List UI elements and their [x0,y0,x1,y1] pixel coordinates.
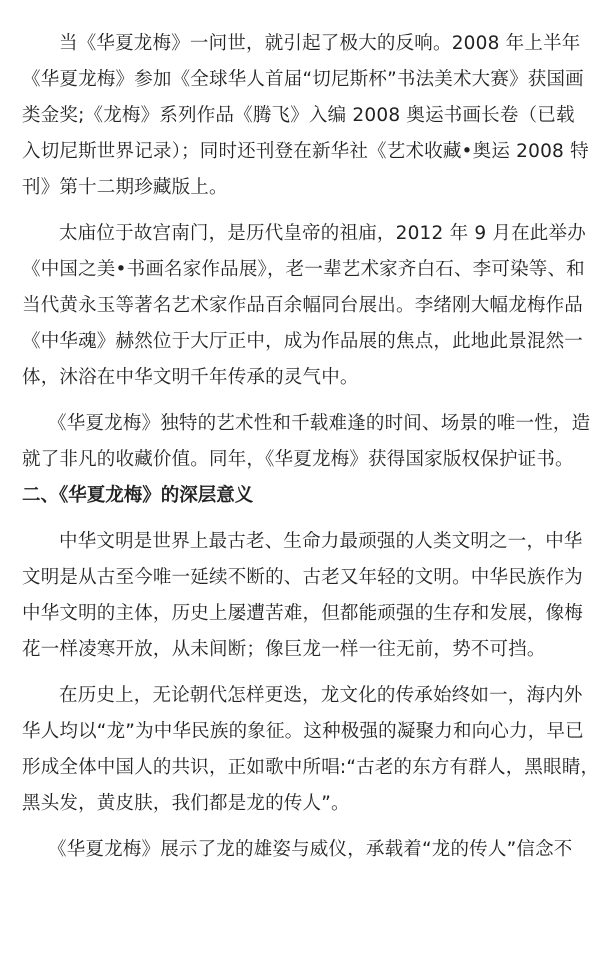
paragraph-4 [22,524,582,668]
paragraph-2 [22,216,586,396]
text-line: 文明是从古至今唯一延续不断的、古老又年轻的文明。中华民族作为 [22,567,584,588]
text-line: 入切尼斯世界记录）；同时还刊登在新华社《艺术收藏•奥运 2008 特 [22,141,589,162]
paragraph-6 [22,832,582,868]
text-line: 《中国之美•书画名家作品展》，老一辈艺术家齐白石、李可染等、和 [22,259,585,280]
section-heading: 二、《华夏龙梅》的深层意义 [22,485,254,506]
text-line: 体，沐浴在中华文明千年传承的灵气中。 [22,367,359,388]
text-line: 当《华夏龙梅》一问世，就引起了极大的反响。2008 年上半年 [59,33,581,54]
paragraph-5 [22,678,600,822]
text-line: 就了非凡的收藏价值。同年，《华夏龙梅》获得国家版权保护证书。 [22,449,574,470]
text-line: 形成全体中国人的共识，正如歌中所唱:“古老的东方有群人，黑眼睛， [22,757,600,778]
text-line: 太庙位于故宫南门，是历代皇帝的祖庙，2012 年 9 月在此举办 [59,223,586,244]
paragraph-3 [22,406,591,478]
document-body [22,26,600,868]
text-line: 黑头发，黄皮肤，我们都是龙的传人”。 [22,793,350,814]
text-line: 华人均以“龙”为中华民族的象征。这种极强的凝聚力和向心力，早已 [22,721,584,742]
text-line: 花一样凌寒开放，从未间断；像巨龙一样一往无前，势不可挡。 [22,639,546,660]
text-line: 《华夏龙梅》展示了龙的雄姿与威仪，承载着“龙的传人”信念不 [48,839,573,860]
text-line: 类金奖;《龙梅》系列作品《腾飞》入编 2008 奥运书画长卷（已载 [22,105,575,126]
text-line: 在历史上，无论朝代怎样更迭，龙文化的传承始终如一，海内外 [59,685,583,706]
text-line: 《华夏龙梅》参加《全球华人首届“切尼斯杯”书法美术大赛》获国画 [22,69,584,90]
text-line: 《华夏龙梅》独特的艺术性和千载难逢的时间、场景的唯一性，造 [48,413,591,434]
text-line: 《中华魂》赫然位于大厅正中，成为作品展的焦点，此地此景混然一 [22,331,584,352]
text-line: 中华文明是世界上最古老、生命力最顽强的人类文明之一，中华 [59,531,583,552]
paragraph-1 [22,26,589,206]
text-line: 刊》第十二期珍藏版上。 [22,177,228,198]
text-line: 中华文明的主体，历史上屡遭苦难，但都能顽强的生存和发展，像梅 [22,603,584,624]
text-line: 当代黄永玉等著名艺术家作品百余幅同台展出。李绪刚大幅龙梅作品 [22,295,584,316]
